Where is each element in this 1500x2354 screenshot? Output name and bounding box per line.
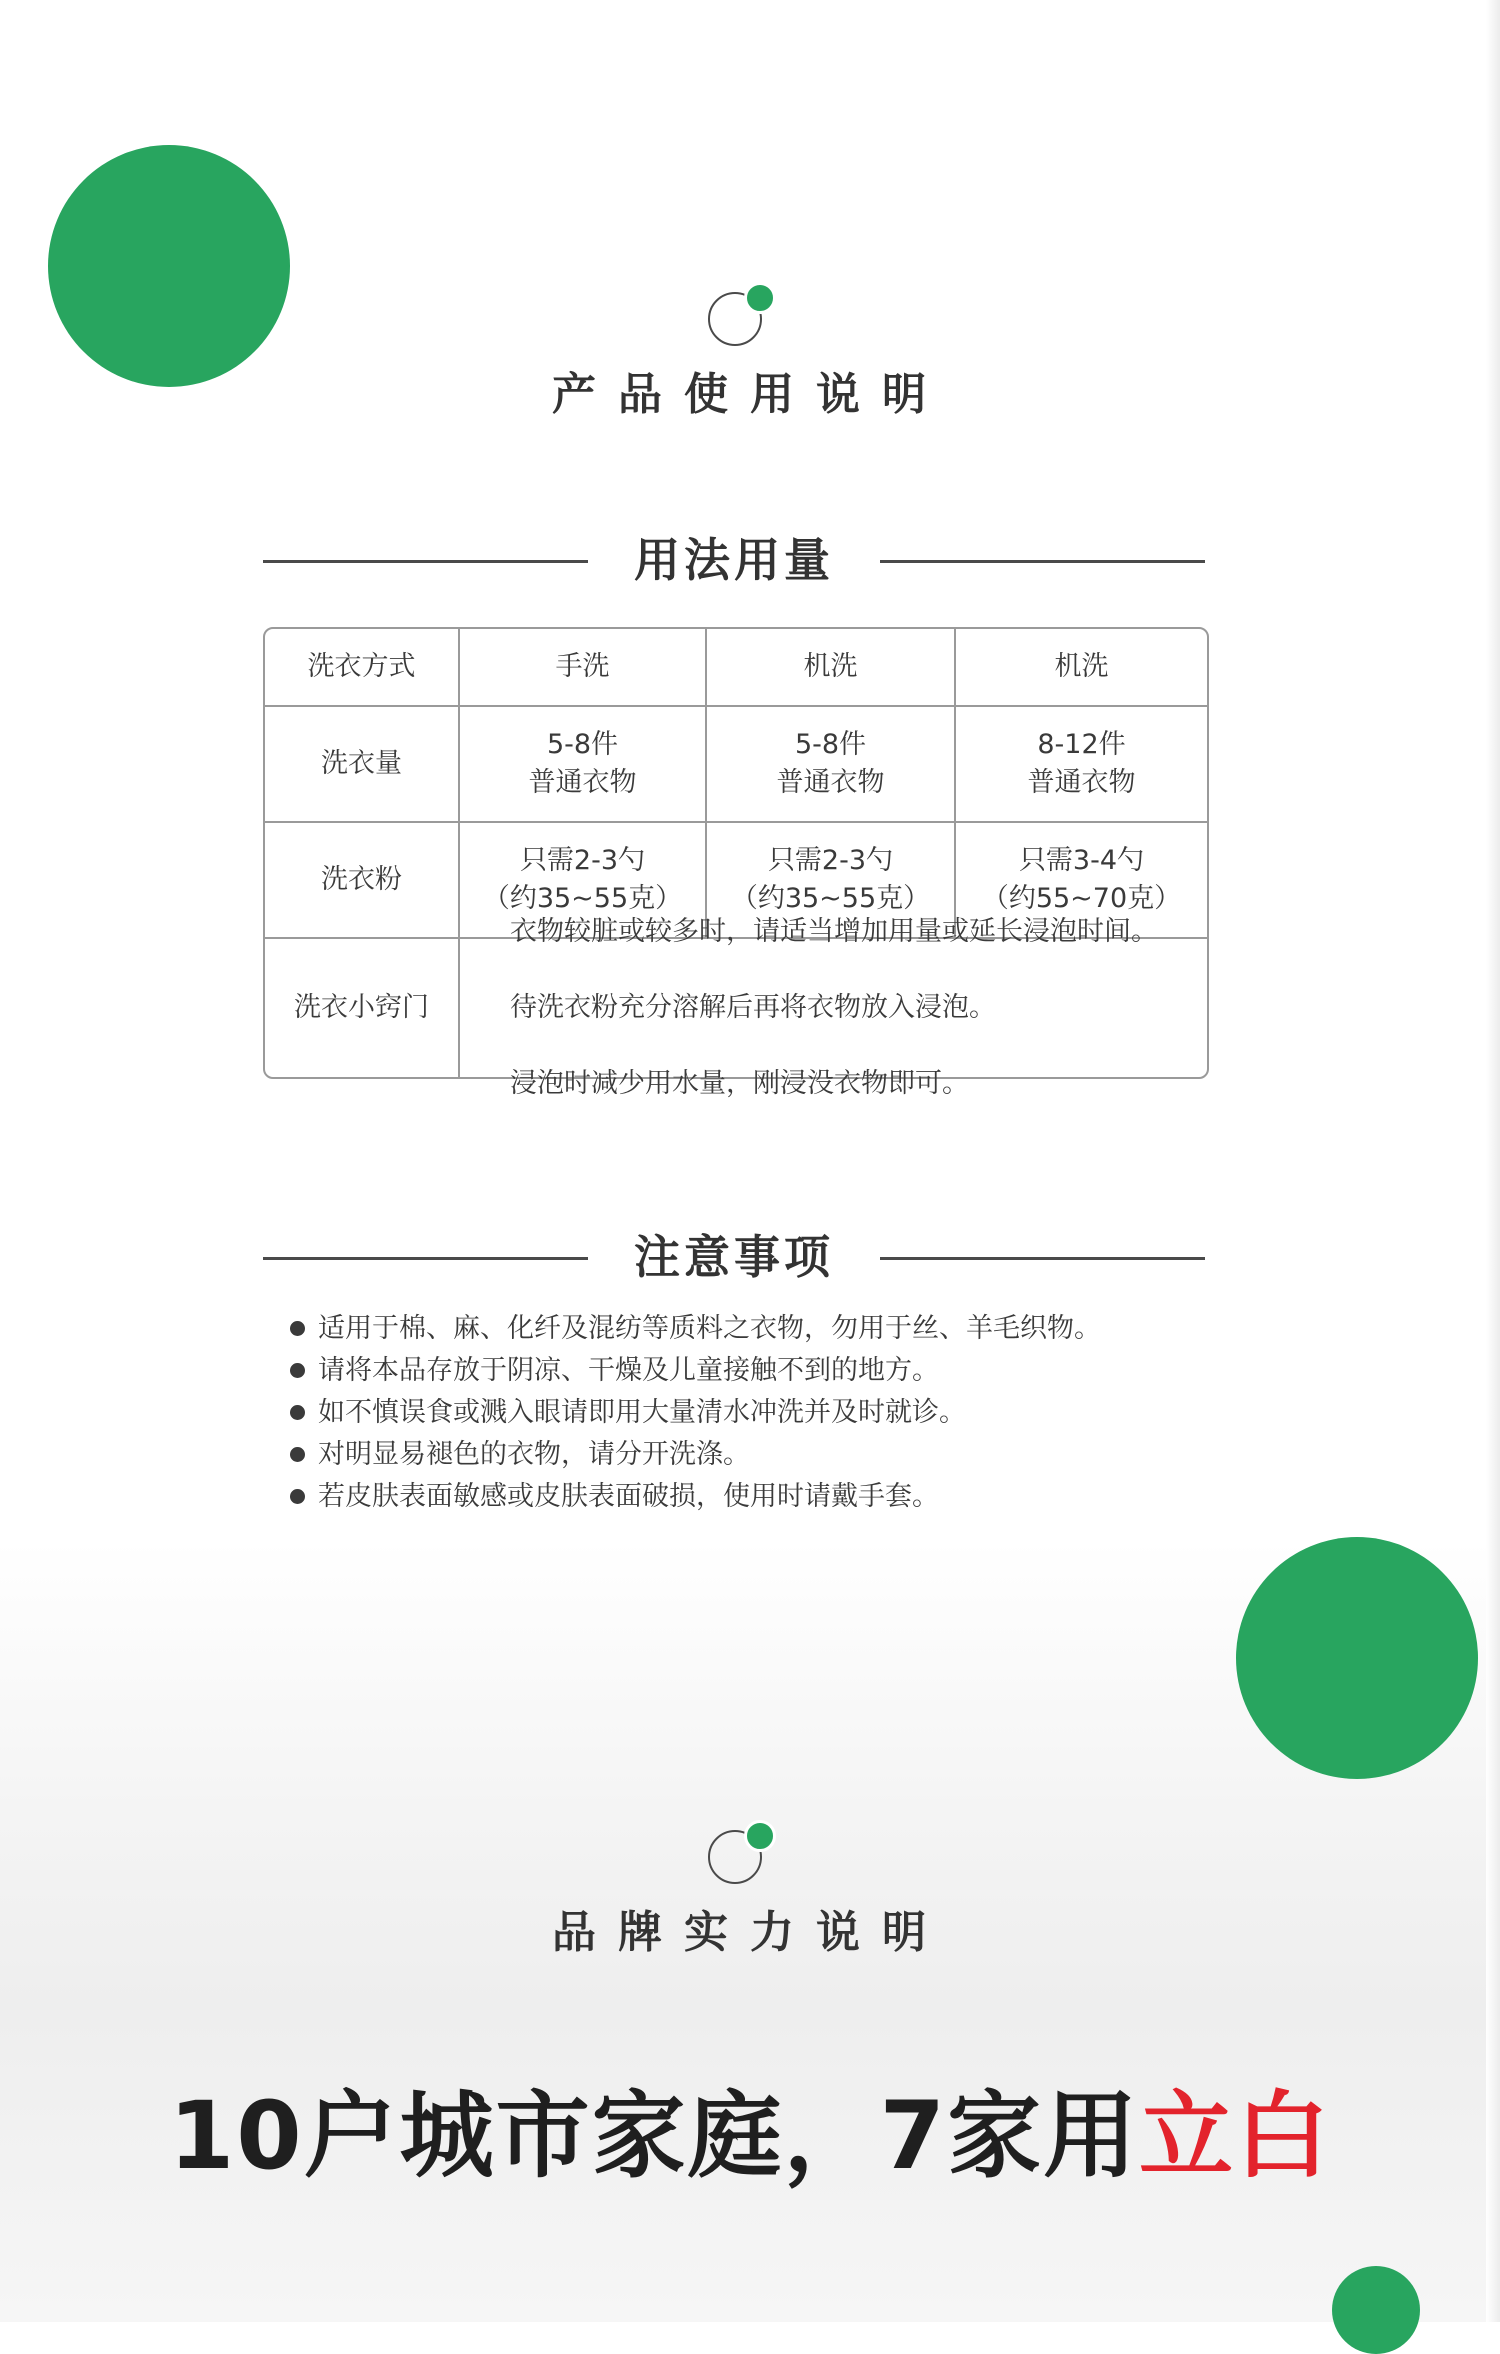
note-text: 适用于棉、麻、化纤及混纺等质料之衣物，勿用于丝、羊毛织物。 — [318, 1313, 1101, 1344]
table-row-label: 洗衣量 — [321, 748, 402, 779]
usage-heading-text: 用法用量 — [634, 533, 834, 587]
section-ring-icon — [704, 282, 774, 352]
heading-rule-right — [880, 560, 1205, 563]
usage-heading — [263, 530, 1205, 590]
green-circle-decoration — [48, 145, 290, 387]
green-circle-decoration — [1236, 1537, 1478, 1779]
list-item — [288, 1476, 1188, 1518]
bullet-dot-icon — [290, 1489, 305, 1504]
green-bead — [744, 1820, 776, 1852]
note-text: 如不慎误食或溅入眼请即用大量清水冲洗并及时就诊。 — [318, 1397, 966, 1428]
tip-line: 待洗衣粉充分溶解后再将衣物放入浸泡。 — [510, 992, 996, 1023]
section-title-usage: 产品使用说明 — [552, 369, 948, 420]
note-text: 对明显易褪色的衣物，请分开洗涤。 — [318, 1439, 750, 1470]
table-header-cell: 手洗 — [555, 651, 610, 682]
list-item — [288, 1308, 1188, 1350]
notes-list — [288, 1308, 1188, 1518]
brand-logo-text: 立白 — [1139, 2082, 1332, 2191]
green-bead — [744, 282, 776, 314]
table-cell: 只需3-4勺 （约55~70克） — [981, 845, 1182, 914]
note-text: 请将本品存放于阴凉、干燥及儿童接触不到的地方。 — [318, 1355, 939, 1386]
usage-table — [263, 627, 1209, 1099]
table-cell: 只需2-3勺 （约35~55克） — [730, 845, 931, 914]
page-edge-strip — [1486, 0, 1500, 2322]
tip-line: 浸泡时减少用水量，刚浸没衣物即可。 — [510, 1068, 969, 1099]
tip-line: 衣物较脏或较多时，请适当增加用量或延长浸泡时间。 — [510, 916, 1158, 947]
section-title-brand: 品牌实力说明 — [552, 1907, 948, 1958]
bullet-dot-icon — [290, 1405, 305, 1420]
table-row-label: 洗衣小窍门 — [294, 992, 429, 1023]
section-ring-icon — [704, 1820, 774, 1890]
brand-slogan — [0, 2060, 1500, 2195]
green-circle-decoration — [1332, 2266, 1420, 2354]
table-header-cell: 洗衣方式 — [307, 651, 416, 682]
notes-heading — [263, 1227, 1205, 1287]
table-row-label: 洗衣粉 — [321, 864, 402, 895]
tips-list — [510, 875, 1158, 1141]
table-cell: 5-8件 普通衣物 — [776, 729, 885, 798]
table-cell: 5-8件 普通衣物 — [528, 729, 637, 798]
note-text: 若皮肤表面敏感或皮肤表面破损，使用时请戴手套。 — [318, 1481, 939, 1512]
notes-heading-text: 注意事项 — [634, 1230, 834, 1284]
bullet-dot-icon — [290, 1321, 305, 1336]
list-item — [288, 1350, 1188, 1392]
tips-cell — [460, 916, 1207, 1099]
bullet-dot-icon — [290, 1447, 305, 1462]
table-header-cell: 机洗 — [803, 651, 858, 682]
slogan-main: 10户城市家庭，7家用 — [168, 2082, 1140, 2191]
table-cell: 只需2-3勺 （约35~55克） — [482, 845, 683, 914]
bullet-dot-icon — [290, 1363, 305, 1378]
table-header-cell: 机洗 — [1054, 651, 1109, 682]
list-item — [288, 1434, 1188, 1476]
heading-rule-right — [880, 1257, 1205, 1260]
table-cell: 8-12件 普通衣物 — [1027, 729, 1136, 798]
list-item — [288, 1392, 1188, 1434]
